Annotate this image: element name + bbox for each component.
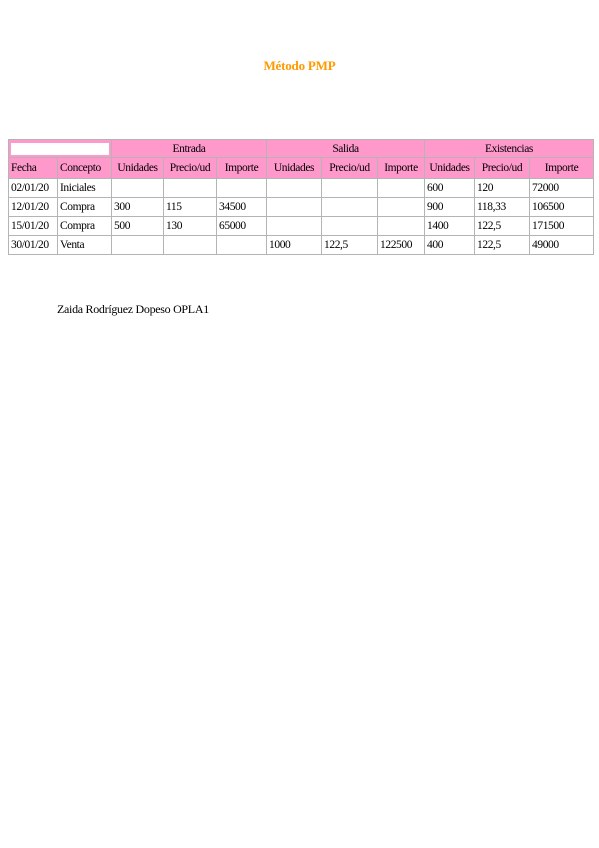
group-header-entrada: Entrada bbox=[112, 140, 267, 158]
table-cell: 49000 bbox=[530, 236, 594, 255]
column-header: Unidades bbox=[425, 158, 475, 179]
page-title: Método PMP bbox=[263, 58, 336, 73]
table-cell bbox=[217, 179, 267, 198]
author-name: Zaida Rodríguez Dopeso OPLA1 bbox=[57, 302, 209, 316]
table-cell bbox=[322, 198, 378, 217]
table-cell: 600 bbox=[425, 179, 475, 198]
table-cell: Compra bbox=[58, 217, 112, 236]
table-cell: 122,5 bbox=[475, 236, 530, 255]
table-cell: 500 bbox=[112, 217, 164, 236]
table-cell bbox=[112, 236, 164, 255]
column-header: Importe bbox=[217, 158, 267, 179]
column-header: Importe bbox=[530, 158, 594, 179]
column-header-row bbox=[9, 158, 594, 179]
table-row bbox=[9, 217, 594, 236]
table-cell bbox=[267, 217, 322, 236]
group-header-salida: Salida bbox=[267, 140, 425, 158]
column-header: Concepto bbox=[58, 158, 112, 179]
table-cell: 1000 bbox=[267, 236, 322, 255]
table-row bbox=[9, 236, 594, 255]
column-header: Unidades bbox=[267, 158, 322, 179]
table-cell bbox=[267, 179, 322, 198]
column-header: Precio/ud bbox=[322, 158, 378, 179]
table-cell: 34500 bbox=[217, 198, 267, 217]
blank-corner-cell bbox=[9, 140, 112, 158]
table-cell: 02/01/20 bbox=[9, 179, 58, 198]
table-cell: 115 bbox=[164, 198, 217, 217]
table-cell bbox=[164, 236, 217, 255]
table-cell: Venta bbox=[58, 236, 112, 255]
table-cell: 300 bbox=[112, 198, 164, 217]
table-row bbox=[9, 198, 594, 217]
table-cell: Iniciales bbox=[58, 179, 112, 198]
group-header-row bbox=[9, 140, 594, 158]
table-cell: 130 bbox=[164, 217, 217, 236]
table-row bbox=[9, 179, 594, 198]
table-cell: 65000 bbox=[217, 217, 267, 236]
group-header-existencias: Existencias bbox=[425, 140, 594, 158]
table-cell: 72000 bbox=[530, 179, 594, 198]
table-cell: 118,33 bbox=[475, 198, 530, 217]
column-header: Importe bbox=[378, 158, 425, 179]
table-cell: 15/01/20 bbox=[9, 217, 58, 236]
table-cell bbox=[267, 198, 322, 217]
column-header: Precio/ud bbox=[164, 158, 217, 179]
table-cell: 122,5 bbox=[475, 217, 530, 236]
table-cell bbox=[378, 179, 425, 198]
table-cell: 400 bbox=[425, 236, 475, 255]
table-cell: 1400 bbox=[425, 217, 475, 236]
table-cell: 30/01/20 bbox=[9, 236, 58, 255]
table-cell bbox=[322, 217, 378, 236]
column-header: Fecha bbox=[9, 158, 58, 179]
column-header: Precio/ud bbox=[475, 158, 530, 179]
table-cell bbox=[217, 236, 267, 255]
table-cell bbox=[164, 179, 217, 198]
column-header: Unidades bbox=[112, 158, 164, 179]
table-cell: 122,5 bbox=[322, 236, 378, 255]
table-cell bbox=[378, 198, 425, 217]
table-cell: 122500 bbox=[378, 236, 425, 255]
table-cell bbox=[322, 179, 378, 198]
table-cell: 120 bbox=[475, 179, 530, 198]
table-cell: Compra bbox=[58, 198, 112, 217]
pmp-table bbox=[8, 139, 594, 255]
table-cell: 900 bbox=[425, 198, 475, 217]
table-cell bbox=[378, 217, 425, 236]
table-cell: 106500 bbox=[530, 198, 594, 217]
table-cell bbox=[112, 179, 164, 198]
table-cell: 171500 bbox=[530, 217, 594, 236]
table-cell: 12/01/20 bbox=[9, 198, 58, 217]
